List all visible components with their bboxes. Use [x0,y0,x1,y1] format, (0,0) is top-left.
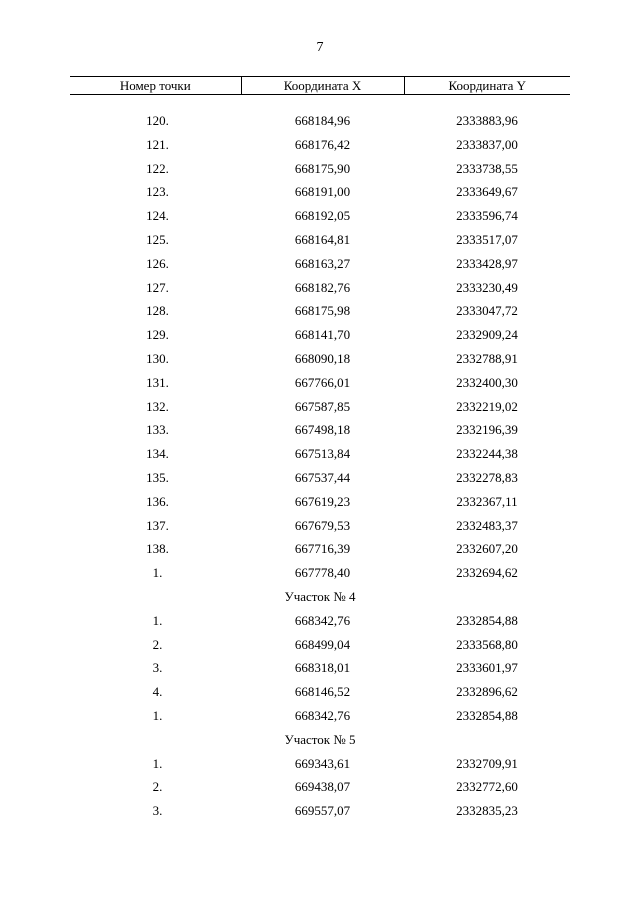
header-row [70,77,570,95]
table-row [70,514,570,538]
table-body [70,95,570,823]
header-coordinate-y: Координата Y [404,77,570,95]
table-row [70,490,570,514]
coordinate-x-cell: 668176,42 [294,136,351,152]
point-number-cell: 1. [152,707,163,723]
point-number-cell: 2. [152,779,163,795]
point-number-cell: 3. [152,660,163,676]
point-number-cell: 124. [146,208,169,224]
coordinate-y-cell: 2332854,88 [456,612,518,628]
table-row [70,228,570,252]
coordinate-y-cell: 2332788,91 [456,350,518,366]
table-row [70,656,570,680]
coordinate-x-cell: 669343,61 [294,755,351,771]
coordinate-y-cell: 2332400,30 [456,374,518,390]
coordinate-y-cell: 2332772,60 [456,779,518,795]
table-row [70,609,570,633]
point-number-cell: 121. [146,136,169,152]
coordinate-y-cell: 2332483,37 [456,517,518,533]
coordinate-y-cell: 2332367,11 [456,493,518,509]
coordinate-y-cell: 2332219,02 [456,398,518,414]
coordinate-x-cell: 667766,01 [294,374,351,390]
coordinate-y-cell: 2332607,20 [456,541,518,557]
table-row [70,347,570,371]
table-row [70,752,570,776]
header-spacer [70,95,570,110]
point-number-cell: 1. [152,755,163,771]
coordinate-y-cell: 2333047,72 [456,303,518,319]
coordinate-y-cell: 2333649,67 [456,184,518,200]
coordinate-y-cell: 2333837,00 [456,136,518,152]
section-header-row [70,728,570,752]
point-number-cell: 122. [146,160,169,176]
point-number-cell: 125. [146,231,169,247]
coordinate-x-cell: 667679,53 [294,517,351,533]
coordinate-x-cell: 667716,39 [294,541,351,557]
table-row [70,252,570,276]
section-title: Участок № 5 [284,731,356,747]
coordinate-x-cell: 667587,85 [294,398,351,414]
point-number-cell: 128. [146,303,169,319]
coordinate-y-cell: 2333230,49 [456,279,518,295]
coordinate-x-cell: 667619,23 [294,493,351,509]
coordinate-x-cell: 668163,27 [294,255,351,271]
coordinate-y-cell: 2332835,23 [456,803,518,819]
coordinate-x-cell: 669438,07 [294,779,351,795]
point-number-cell: 132. [146,398,169,414]
coordinate-x-cell: 667778,40 [294,565,351,581]
point-number-cell: 120. [146,113,169,128]
coordinate-x-cell: 668192,05 [294,208,351,224]
coordinate-x-cell: 668164,81 [294,231,351,247]
table-row [70,633,570,657]
point-number-cell: 123. [146,184,169,200]
coordinate-x-cell: 668182,76 [294,279,351,295]
coordinate-y-cell: 2333596,74 [456,208,518,224]
coordinate-y-cell: 2333601,97 [456,660,518,676]
table-row [70,704,570,728]
table-row [70,204,570,228]
table-row [70,299,570,323]
coordinate-y-cell: 2333428,97 [456,255,518,271]
coordinate-x-cell: 668342,76 [294,707,351,723]
point-number-cell: 2. [152,636,163,652]
point-number-cell: 130. [146,350,169,366]
point-number-cell: 1. [152,565,163,581]
coordinate-y-cell: 2333568,80 [456,636,518,652]
coordinate-x-cell: 668318,01 [294,660,351,676]
coordinate-x-cell: 668342,76 [294,612,351,628]
table-row [70,109,570,133]
coordinate-x-cell: 669557,07 [294,803,351,819]
coordinate-x-cell: 668090,18 [294,350,351,366]
table-row [70,157,570,181]
section-title: Участок № 4 [284,588,356,604]
coordinate-x-cell: 668184,96 [294,113,351,128]
coordinate-y-cell: 2333883,96 [456,113,518,128]
point-number-cell: 133. [146,422,169,438]
point-number-cell: 3. [152,803,163,819]
table-row [70,323,570,347]
point-number-cell: 134. [146,446,169,462]
table-row [70,799,570,823]
coordinate-x-cell: 668191,00 [294,184,351,200]
coordinate-y-cell: 2333738,55 [456,160,518,176]
table-row [70,561,570,585]
coordinate-x-cell: 667513,84 [294,446,351,462]
coordinate-x-cell: 668146,52 [294,684,351,700]
coordinate-x-cell: 668499,04 [294,636,351,652]
point-number-cell: 4. [152,684,163,700]
coordinate-x-cell: 668175,90 [294,160,351,176]
point-number-cell: 126. [146,255,169,271]
point-number-cell: 131. [146,374,169,390]
point-number-cell: 136. [146,493,169,509]
point-number-cell: 127. [146,279,169,295]
coordinate-y-cell: 2332854,88 [456,707,518,723]
coordinate-x-cell: 667537,44 [294,469,351,485]
coordinate-x-cell: 668175,98 [294,303,351,319]
table-header [70,77,570,95]
point-number-cell: 137. [146,517,169,533]
coordinate-y-cell: 2332196,39 [456,422,518,438]
table-row [70,276,570,300]
coordinate-y-cell: 2332278,83 [456,469,518,485]
point-number-cell: 1. [152,612,163,628]
section-header-row [70,585,570,609]
point-number-cell: 129. [146,327,169,343]
table-row [70,680,570,704]
coordinate-y-cell: 2332896,62 [456,684,518,700]
coordinates-table [70,76,570,823]
coordinate-y-cell: 2333517,07 [456,231,518,247]
table-row [70,418,570,442]
table-row [70,466,570,490]
coordinate-y-cell: 2332709,91 [456,755,518,771]
table-row [70,442,570,466]
coordinate-x-cell: 667498,18 [294,422,351,438]
coordinate-y-cell: 2332909,24 [456,327,518,343]
header-point-number: Номер точки [70,77,241,95]
point-number-cell: 138. [146,541,169,557]
header-coordinate-x: Координата X [241,77,404,95]
coordinate-y-cell: 2332244,38 [456,446,518,462]
table-row [70,395,570,419]
table-row [70,537,570,561]
page-number: 7 [316,40,324,55]
table-row [70,775,570,799]
point-number-cell: 135. [146,469,169,485]
table-row [70,180,570,204]
table-row [70,371,570,395]
coordinate-x-cell: 668141,70 [294,327,351,343]
coordinate-y-cell: 2332694,62 [456,565,518,581]
table-row [70,133,570,157]
